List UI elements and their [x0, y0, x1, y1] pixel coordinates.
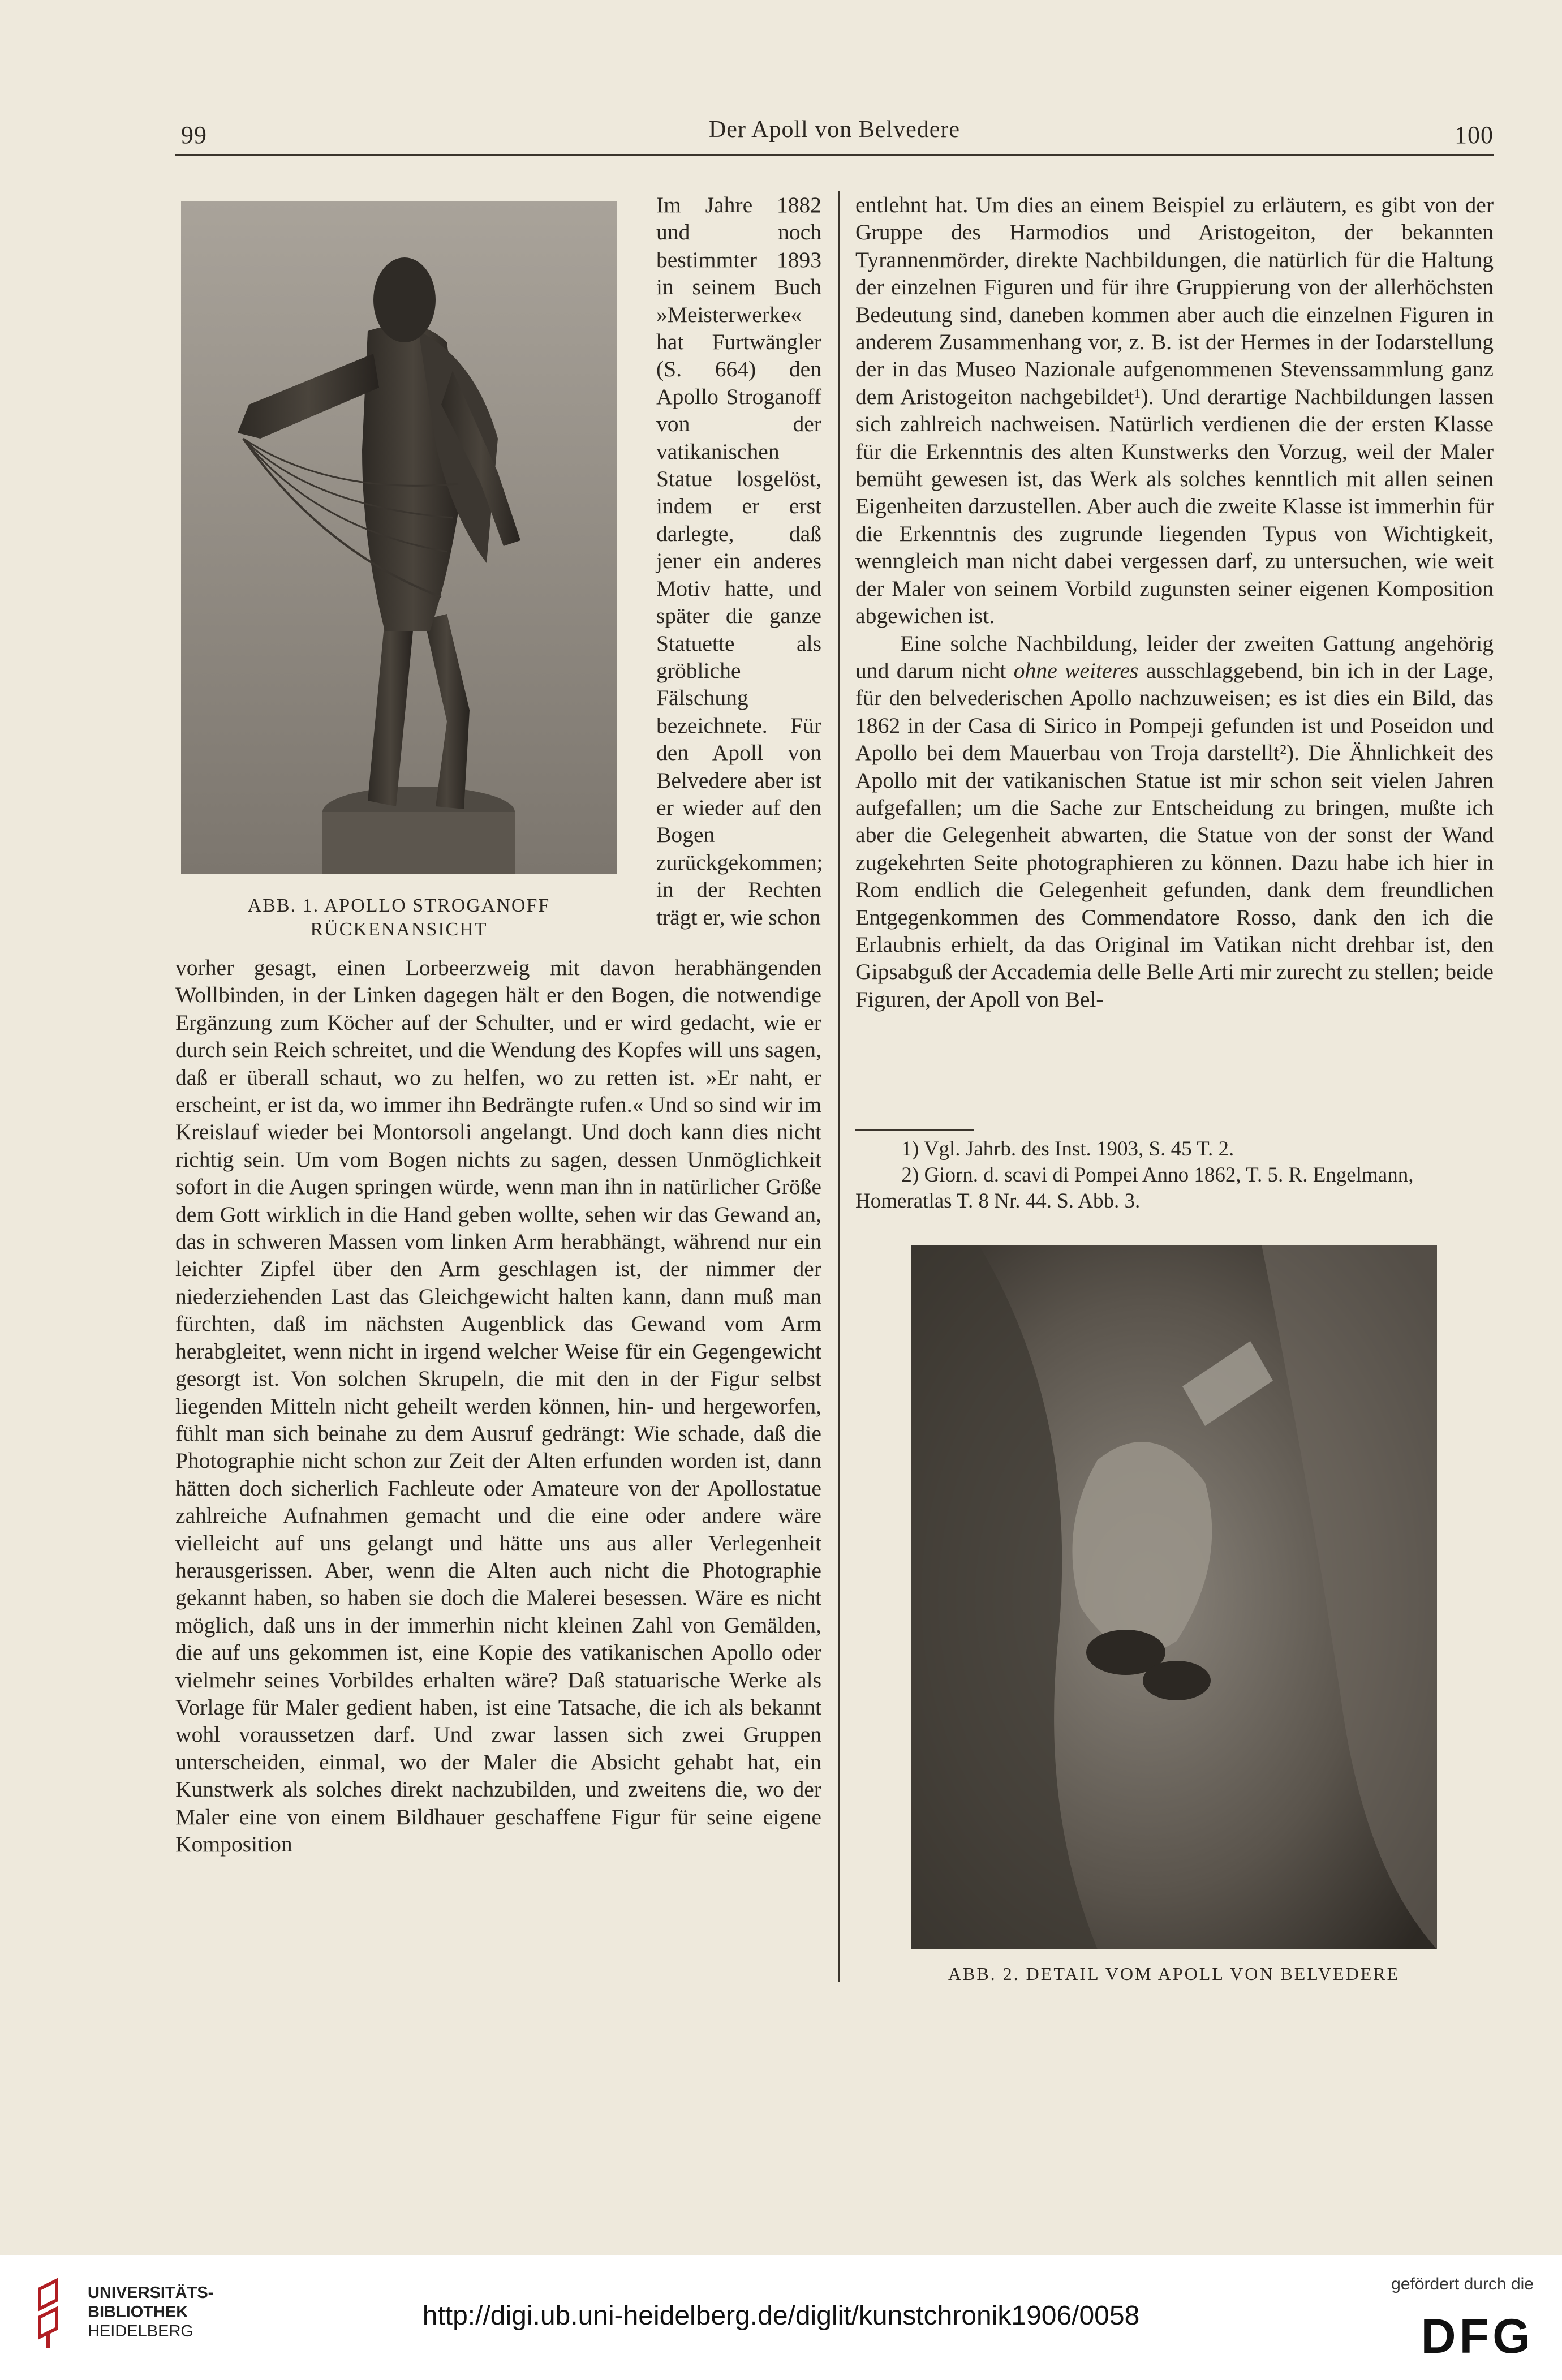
digitization-footer	[0, 2255, 1562, 2380]
footnotes	[855, 1136, 1494, 1214]
figure-1-caption-line1: ABB. 1. APOLLO STROGANOFF	[247, 895, 550, 916]
library-name-line3: HEIDELBERG	[88, 2322, 193, 2340]
emphasis-ohne-weiteres: ohne weiteres	[1013, 658, 1139, 683]
page-number-right: 100	[1455, 121, 1494, 149]
running-header	[175, 110, 1494, 156]
figure-1-caption-line2: RÜCKENANSICHT	[310, 919, 488, 940]
right-column-text	[855, 191, 1494, 1013]
left-narrow-text	[656, 191, 821, 931]
library-name-line1: UNIVERSITÄTS-	[88, 2284, 214, 2302]
right-paragraph-2-part-a: Eine solche Nachbildung, leider der zweiten Gattung angehörig und darum nicht	[855, 630, 1494, 683]
detail-photograph	[911, 1245, 1437, 1949]
library-name-line2: BIBLIOTHEK	[88, 2303, 188, 2321]
footnote-1: 1) Vgl. Jahrb. des Inst. 1903, S. 45 T. 2.	[901, 1137, 1234, 1161]
right-paragraph-2	[855, 630, 1494, 1013]
footnote-rule	[855, 1129, 974, 1131]
figure-apollo-stroganoff	[181, 201, 617, 874]
running-title: Der Apoll von Belvedere	[708, 117, 961, 143]
figure-apoll-detail	[911, 1245, 1437, 1949]
left-main-text	[175, 954, 821, 1858]
right-paragraph-1: entlehnt hat. Um dies an einem Beispiel zu erläutern, es gibt von der Gruppe des Harmodios und Aristogeiton, der bekannten Tyrannenmörder, direkte Nachbildungen, die natürlich für die Haltung der einzelnen Figuren und für ihre Gruppierung von der allerhöchsten Bedeutung sind, daneben kommen aber auch die einzelnen Figuren in anderem Zusammenhang vor, z. B. ist der Hermes in der Iodarstellung der in das Museo Nazionale aufgenommenen Stevenssammlung ganz dem Aristogeiton nachgebildet¹). Und derartige Nachbildungen lassen sich zahlreich nachweisen. Natürlich verdienen die der ersten Klasse für die Erkenntnis des alten Kunstwerks den Vorzug, weil der Maler bemüht gewesen ist, das Werk als solches kenntlich mit allen seinen Eigenheiten darzustellen. Aber auch die zweite Klasse ist immerhin für die Erkenntnis des zugrunde liegenden Typus von Wichtigkeit, wenngleich man nicht dabei vergessen darf, zu untersuchen, wie weit der Maler von seinem Vorbild zugunsten seiner eigenen Komposition abgewichen ist.	[855, 192, 1494, 629]
footnote-2: 2) Giorn. d. scavi di Pompei Anno 1862, T. 5. R. Engelmann, Homeratlas T. 8 Nr. 44. S. Abb. 3.	[855, 1163, 1414, 1213]
figure-1-caption	[181, 894, 617, 942]
left-narrow-paragraph: Im Jahre 1882 und noch bestimmter 1893 in seinem Buch »Meisterwerke« hat Furtwängler (S. 664) den Apollo Stroganoff von der vatikanischen Statue losgelöst, indem er erst darlegte, daß jener ein anderes Motiv hatte, und später die ganze Statuette als gröbliche Fälschung bezeichnete. Für den Apoll von Belvedere aber ist er wieder auf den Bogen zurückgekommen; in der Rechten trägt er, wie schon	[656, 192, 823, 930]
page-number-left: 99	[181, 121, 207, 149]
header-rule	[175, 154, 1494, 156]
left-main-paragraph: vorher gesagt, einen Lorbeerzweig mit davon herabhängenden Wollbinden, in der Linken dagegen hält er den Bogen, die notwendige Ergänzung zum Köcher auf der Schulter, und er wird gedacht, wie er durch sein Reich schreitet, und die Wendung des Kopfes will uns sagen, daß er überall schaut, wo zu helfen, wo zu retten ist. »Er naht, er erscheint, er ist da, wo immer ihn Bedrängte rufen.« Und so sind wir im Kreislauf wieder bei Montorsoli angelangt. Und doch kann dies nicht richtig sein. Um vom Bogen nichts zu sagen, dessen Unmöglichkeit sofort in die Augen springen würde, wenn man ihn in natürlicher Größe dem Gott wirklich in die Hand geben wollte, sehen wir das Gewand an, das in schweren Massen vom linken Arm herabhängt, während nur ein leichter Zipfel über den Arm geschlagen ist, der nimmer der niederziehenden Last das Gleichgewicht halten kann, dann muß man fürchten, daß im nächsten Augenblick das Gewand vom Arm herabgleitet, wenn nicht in irgend welcher Weise für ein Gegengewicht gesorgt ist. Von solchen Skrupeln, die mit den in der Figur selbst liegenden Mitteln nicht geheilt werden können, hin- und hergeworfen, fühlt man sich beinahe zu dem Ausruf gedrängt: Wie schade, daß die Photographie nicht schon zur Zeit der Alten erfunden worden ist, dann hätten doch sicherlich Fachleute oder Amateure von der Apollostatue zahlreiche Aufnahmen gemacht und die eine oder andere wäre vielleicht auf uns gelangt und hätte uns aus aller Verlegenheit herausgerissen. Aber, wenn die Alten auch nicht die Photographie gekannt haben, so haben sie doch die Malerei besessen. Wäre es nicht möglich, daß uns in der immerhin nicht kleinen Zahl von Gemälden, die auf uns gekommen ist, eine Kopie des vatikanischen Apollo oder vielmehr seines Vorbildes erhalten wäre? Daß statuarische Werke als Vorlage für Maler gedient haben, ist eine Tatsache, die ich als bekannt wohl voraussetzen darf. Und zwar lassen sich zwei Gruppen unterscheiden, einmal, wo der Maler die Absicht gehabt hat, ein Kunstwerk als solches direkt nachzubilden, und zweitens die, wo der Maler eine von einem Bildhauer geschaffene Figur für seine eigene Komposition	[175, 955, 821, 1857]
sponsor-text: gefördert durch die	[1391, 2275, 1534, 2293]
dfg-logo: DFG	[1421, 2309, 1534, 2364]
permalink-url[interactable]: http://digi.ub.uni-heidelberg.de/diglit/kunstchronik1906/0058	[422, 2301, 1140, 2331]
statue-illustration	[181, 201, 617, 874]
figure-2-caption: ABB. 2. DETAIL VOM APOLL VON BELVEDERE	[948, 1964, 1400, 1984]
right-paragraph-2-part-b: ausschlaggebend, bin ich in der Lage, für den belvederischen Apollo nachzuweisen; es ist dies ein Bild, das 1862 in der Casa di Sirico in Pompeji gefunden ist und Poseidon und Apollo bei dem Mauerbau von Troja darstellt²). Die Ähnlichkeit des Apollo mit der vatikanischen Statue ist mir schon seit vielen Jahren aufgefallen; um die Sache zur Entscheidung zu bringen, mußte ich aber die Gelegenheit abwarten, die Statue von der sonst der Wand zugekehrten Seite photographieren zu können. Dazu habe ich hier in Rom endlich die Gelegenheit gefunden, dank dem freundlichen Entgegenkommen des Commendatore Rosso, dank den ich die Erlaubnis erhielt, da das Original im Vatikan nicht drehbar ist, den Gipsabguß der Accademia delle Belle Arti mir zurecht zu stellen; beide Figuren, der Apoll von Bel-	[855, 658, 1494, 1012]
column-divider	[838, 191, 840, 1982]
